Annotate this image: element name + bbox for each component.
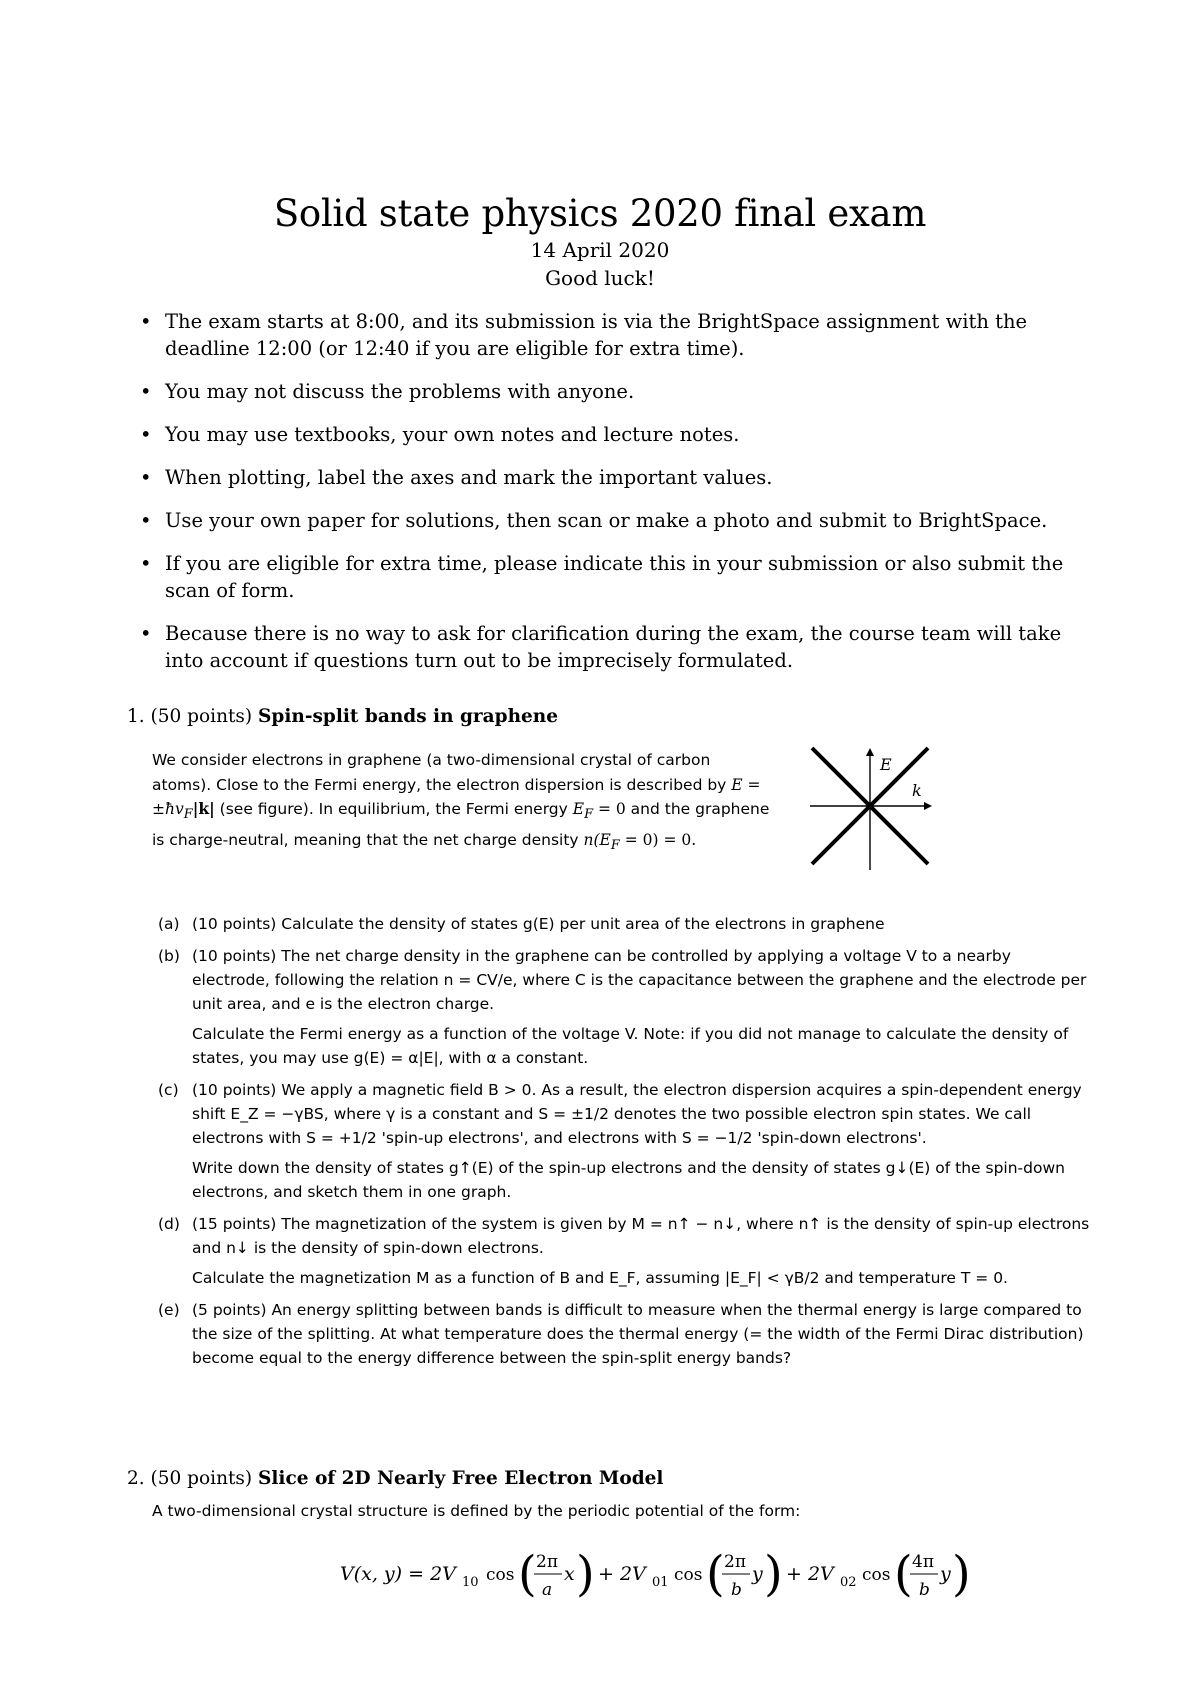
problem-1-intro xyxy=(152,748,772,858)
eq-var-y-2: y xyxy=(940,1563,951,1585)
rule-item xyxy=(140,308,1100,362)
eq-var-x: x xyxy=(564,1563,575,1585)
eq-var-y-1: y xyxy=(752,1563,763,1585)
eq-plus-2: + 2V xyxy=(786,1563,834,1585)
eq-sub-02: 02 xyxy=(840,1575,857,1590)
eq-tail: = 0) = 0. xyxy=(619,830,697,849)
k-axis-arrowhead xyxy=(924,802,932,810)
rule-text: When plotting, label the axes and mark the important values. xyxy=(165,466,773,489)
problem-points: (50 points) xyxy=(150,1468,253,1489)
eq-sub-10: 10 xyxy=(462,1575,479,1590)
part-points: (15 points) xyxy=(192,1215,277,1233)
part-body: Calculate the density of states g(E) per unit area of the electrons in graphene xyxy=(281,915,885,933)
bullet-icon: • xyxy=(140,466,152,489)
problem-number: 2. xyxy=(127,1468,145,1489)
exam-title: Solid state physics 2020 final exam xyxy=(273,192,927,235)
part-e xyxy=(152,1298,1092,1370)
part-text xyxy=(192,1298,1092,1370)
bullet-icon: • xyxy=(140,423,152,446)
eq-cos-2: cos xyxy=(674,1565,703,1585)
eq-tail: |k| xyxy=(192,799,215,818)
frac2-den: b xyxy=(731,1580,742,1600)
problem-1-heading xyxy=(127,706,558,727)
rule-text: If you are eligible for extra time, please indicate this in your submission or also submit the scan of form. xyxy=(165,552,1064,602)
rule-text: The exam starts at 8:00, and its submission is via the BrightSpace assignment with the deadline 12:00 (or 12:40 if you are eligible for extra time). xyxy=(165,310,1028,360)
problem-1-parts xyxy=(152,912,1092,1378)
problem-2-heading xyxy=(127,1468,663,1489)
part-text xyxy=(192,944,1092,1016)
intro-text: We consider electrons in graphene (a two-dimensional crystal of carbon atoms). Close to the Fermi energy, the electron dispersion is described by xyxy=(152,751,732,794)
k-axis-label: k xyxy=(912,781,922,800)
part-points: (10 points) xyxy=(192,947,277,965)
paren-close-3: ) xyxy=(952,1546,971,1602)
frac1-num: 2π xyxy=(536,1552,558,1572)
part-text xyxy=(192,1212,1092,1260)
eq-part: E xyxy=(572,800,585,818)
frac1-den: a xyxy=(542,1580,553,1600)
e-axis-label: E xyxy=(880,755,892,774)
bullet-icon: • xyxy=(140,622,152,645)
potential-equation xyxy=(0,1540,1200,1610)
eq-plus-1: + 2V xyxy=(598,1563,646,1585)
part-text-2: Calculate the Fermi energy as a function of the voltage V. Note: if you did not manage to calculate the density of states, you may use g(E) = α|E|, with α a constant. xyxy=(192,1025,1069,1067)
fermi-energy-equation xyxy=(572,800,626,823)
part-c xyxy=(152,1078,1092,1204)
part-b xyxy=(152,944,1092,1070)
problem-title: Spin-split bands in graphene xyxy=(258,706,559,727)
part-points: (5 points) xyxy=(192,1301,267,1319)
bullet-icon: • xyxy=(140,380,152,403)
part-text-2: Calculate the magnetization M as a function of B and E_F, assuming |E_F| < γB/2 and temperature T = 0. xyxy=(192,1269,1008,1287)
bullet-icon: • xyxy=(140,509,152,532)
part-body: We apply a magnetic field B > 0. As a result, the electron dispersion acquires a spin-dependent energy shift E_Z = −γBS, where γ is a constant and S = ±1/2 denotes the two possible electron spin states. We call electrons with S = +1/2 'spin-up electrons', and electrons with S = −1/2 'spin-down electrons'. xyxy=(192,1081,1082,1147)
rule-item xyxy=(140,620,1100,674)
eq-cos-1: cos xyxy=(486,1565,515,1585)
part-label: (d) xyxy=(158,1215,180,1233)
rule-text: You may use textbooks, your own notes and lecture notes. xyxy=(165,423,740,446)
part-label: (b) xyxy=(158,947,180,965)
part-d xyxy=(152,1212,1092,1290)
paren-close-1: ) xyxy=(576,1546,595,1602)
exam-rules-list xyxy=(140,308,1100,690)
rule-item xyxy=(140,378,1100,405)
intro-text: and the graphene is charge-neutral, meaning that the net charge density xyxy=(152,800,770,849)
part-text xyxy=(192,912,1092,936)
eq-sub: F xyxy=(610,837,620,853)
rule-item xyxy=(140,550,1100,604)
rule-item xyxy=(140,507,1100,534)
eq-sub: F xyxy=(183,807,193,823)
paren-open-3: ( xyxy=(894,1546,913,1602)
problem-points: (50 points) xyxy=(150,706,253,727)
charge-density-equation xyxy=(583,830,697,853)
part-label: (a) xyxy=(158,915,180,933)
part-text-2: Write down the density of states g↑(E) of the spin-up electrons and the density of states g↓(E) of the spin-down electrons, and sketch them in one graph. xyxy=(192,1159,1065,1201)
paren-open-2: ( xyxy=(706,1546,725,1602)
rule-item xyxy=(140,464,1100,491)
exam-greeting: Good luck! xyxy=(545,266,655,290)
part-label: (e) xyxy=(158,1301,180,1319)
part-points: (10 points) xyxy=(192,1081,277,1099)
part-body: The net charge density in the graphene can be controlled by applying a voltage V to a nearby electrode, following the relation n = CV/e, where C is the capacitance between the graphene and the electrode per unit area, and e is the electron charge. xyxy=(192,947,1087,1013)
intro-text: (see figure). In equilibrium, the Fermi energy xyxy=(214,800,573,818)
rule-text: You may not discuss the problems with anyone. xyxy=(165,380,635,403)
eq-part: n(E xyxy=(583,830,611,849)
exam-date: 14 April 2020 xyxy=(530,238,670,262)
part-a xyxy=(152,912,1092,936)
dirac-cone-figure xyxy=(808,742,943,872)
frac2-num: 2π xyxy=(724,1552,746,1572)
eq-tail: = 0 xyxy=(593,800,626,818)
part-points: (10 points) xyxy=(192,915,277,933)
eq-lhs: V(x, y) = 2V xyxy=(340,1563,456,1585)
rule-text: Use your own paper for solutions, then scan or make a photo and submit to BrightSpace. xyxy=(165,509,1048,532)
bullet-icon: • xyxy=(140,552,152,575)
problem-2-text: A two-dimensional crystal structure is defined by the periodic potential of the form: xyxy=(152,1502,801,1520)
frac3-num: 4π xyxy=(912,1552,934,1572)
e-axis-arrowhead xyxy=(866,748,874,756)
bullet-icon: • xyxy=(140,310,152,333)
problem-number: 1. xyxy=(127,706,145,727)
eq-sub: F xyxy=(584,807,594,823)
part-body: The magnetization of the system is given by M = n↑ − n↓, where n↑ is the density of spin-up electrons and n↓ is the density of spin-down electrons. xyxy=(192,1215,1090,1257)
rule-item xyxy=(140,421,1100,448)
eq-part: E = ±ħv xyxy=(152,775,761,818)
part-label: (c) xyxy=(158,1081,179,1099)
part-text xyxy=(192,1078,1092,1150)
eq-cos-3: cos xyxy=(862,1565,891,1585)
eq-sub-01: 01 xyxy=(652,1575,669,1590)
paren-close-2: ) xyxy=(764,1546,783,1602)
problem-title: Slice of 2D Nearly Free Electron Model xyxy=(258,1468,664,1489)
frac3-den: b xyxy=(919,1580,930,1600)
part-body: An energy splitting between bands is difficult to measure when the thermal energy is large compared to the size of the splitting. At what temperature does the thermal energy (= the width of the Fermi Dirac distribution) become equal to the energy difference between the spin-split energy bands? xyxy=(192,1301,1084,1367)
rule-text: Because there is no way to ask for clarification during the exam, the course team will take into account if questions turn out to be imprecisely formulated. xyxy=(165,622,1062,672)
paren-open-1: ( xyxy=(518,1546,537,1602)
